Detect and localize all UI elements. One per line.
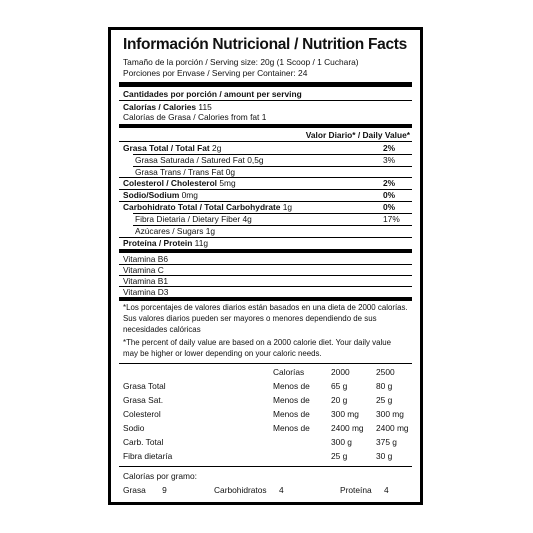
nutrient-row-fiber — [135, 214, 252, 224]
ref-cell: 80 g — [376, 381, 393, 391]
nutrient-dv: 0% — [383, 202, 396, 212]
nutrient-row-saturated-fat — [135, 155, 264, 165]
nutrient-dv: 2% — [383, 178, 396, 188]
nutrient-label: Grasa Total / Total Fat — [123, 143, 210, 153]
ref-header-2000: 2000 — [331, 367, 350, 377]
nutrient-row-sugars — [135, 226, 215, 236]
divider — [119, 466, 412, 467]
carb-label: Carbohidratos — [214, 485, 267, 495]
ref-cell: Fibra dietaría — [123, 451, 173, 461]
fat-label: Grasa — [123, 485, 146, 495]
ref-header-calories: Calorías — [273, 367, 305, 377]
calories-label: Calorías / Calories — [123, 102, 197, 112]
nutrient-amount: 11g — [194, 238, 209, 248]
divider — [119, 363, 412, 364]
panel-title: Información Nutricional / Nutrition Facts — [123, 36, 407, 53]
ref-cell: Menos de — [273, 409, 310, 419]
nutrient-label: Grasa Trans / Trans Fat — [135, 167, 224, 177]
footnote-es-line: Sus valores diarios pueden ser mayores o menores dependiendo de sus — [123, 314, 377, 323]
nutrient-dv: 0% — [383, 190, 396, 200]
nutrient-amount: 5mg — [219, 178, 236, 188]
vitamin-item: Vitamina B1 — [123, 276, 169, 286]
nutrient-amount: 0g — [225, 167, 236, 177]
thick-divider — [119, 249, 412, 253]
calories-from-fat: Calorías de Grasa / Calories from fat 1 — [123, 112, 267, 122]
cal-per-gram-fat — [123, 485, 167, 495]
nutrient-amount: 1g — [205, 226, 216, 236]
nutrient-row-carbohydrate — [123, 202, 292, 212]
nutrient-label: Carbohidrato Total / Total Carbohydrate — [123, 202, 281, 212]
ref-cell: 25 g — [331, 451, 348, 461]
servings-per-container: Porciones por Envase / Serving per Container: 24 — [123, 68, 308, 78]
nutrient-dv: 3% — [383, 155, 396, 165]
thick-divider — [119, 124, 412, 128]
thick-divider — [119, 82, 412, 87]
nutrient-amount: 0,5g — [247, 155, 264, 165]
divider — [119, 100, 412, 101]
footnote-en-line: may be higher or lower depending on your caloric needs. — [123, 349, 322, 358]
footnote-en-line: *The percent of daily value are based on a 2000 calorie diet. Your daily value — [123, 338, 392, 347]
ref-cell: 300 mg — [331, 409, 359, 419]
cal-per-gram-protein — [340, 485, 389, 495]
calories-value: 115 — [198, 102, 212, 112]
ref-cell: Colesterol — [123, 409, 161, 419]
nutrient-dv: 17% — [383, 214, 400, 224]
ref-cell: Carb. Total — [123, 437, 164, 447]
vitamin-item: Vitamina D3 — [123, 287, 169, 297]
nutrient-label: Grasa Saturada / Satured Fat — [135, 155, 245, 165]
ref-cell: 2400 mg — [331, 423, 364, 433]
ref-cell: 300 g — [331, 437, 352, 447]
nutrient-row-trans-fat — [135, 167, 235, 177]
nutrient-row-total-fat — [123, 143, 221, 153]
footnote-es-line: *Los porcentajes de valores diarios están basados en una dieta de 2000 calorías. — [123, 303, 408, 312]
protein-value: 4 — [384, 485, 389, 495]
nutrition-facts-panel — [108, 27, 423, 505]
ref-cell: Menos de — [273, 395, 310, 405]
nutrient-label: Proteína / Protein — [123, 238, 193, 248]
nutrient-label: Sodio/Sodium — [123, 190, 180, 200]
nutrient-amount: 2g — [212, 143, 222, 153]
cal-per-gram-label: Calorías por gramo: — [123, 471, 198, 481]
ref-cell: Menos de — [273, 423, 310, 433]
footnote-es-line: necesidades calóricas — [123, 325, 201, 334]
fat-value: 9 — [162, 485, 167, 495]
ref-cell: Sodio — [123, 423, 145, 433]
amount-header: Cantidades por porción / amount per serving — [123, 89, 302, 99]
nutrient-amount: 0mg — [181, 190, 198, 200]
nutrient-dv: 2% — [383, 143, 396, 153]
ref-cell: 65 g — [331, 381, 348, 391]
daily-value-header: Valor Diario* / Daily Value* — [305, 130, 410, 140]
ref-header-2500: 2500 — [376, 367, 395, 377]
calories-row — [123, 102, 212, 112]
ref-cell: Menos de — [273, 381, 310, 391]
nutrient-row-protein — [123, 238, 208, 248]
ref-cell: Grasa Sat. — [123, 395, 164, 405]
carb-value: 4 — [278, 485, 284, 495]
ref-cell: 2400 mg — [376, 423, 409, 433]
ref-cell: 300 mg — [376, 409, 404, 419]
nutrient-row-sodium — [123, 190, 198, 200]
ref-cell: 375 g — [376, 437, 397, 447]
ref-cell: 30 g — [376, 451, 393, 461]
divider — [119, 141, 412, 142]
thick-divider — [119, 297, 412, 301]
nutrient-row-cholesterol — [123, 178, 236, 188]
cal-per-gram-carb — [214, 485, 284, 495]
nutrient-label: Fibra Dietaria / Dietary Fiber — [135, 214, 241, 224]
serving-size: Tamaño de la porción / Serving size: 20g (1 Scoop / 1 Cuchara) — [123, 57, 359, 67]
nutrient-amount: 4g — [242, 214, 252, 224]
vitamin-item: Vitamina C — [123, 265, 164, 275]
vitamin-item: Vitamina B6 — [123, 254, 169, 264]
ref-cell: 25 g — [376, 395, 393, 405]
nutrient-amount: 1g — [282, 202, 293, 212]
ref-cell: 20 g — [331, 395, 348, 405]
nutrient-label: Colesterol / Cholesterol — [123, 178, 218, 188]
protein-label: Proteína — [340, 485, 372, 495]
nutrient-label: Azúcares / Sugars — [135, 226, 204, 236]
ref-cell: Grasa Total — [123, 381, 166, 391]
